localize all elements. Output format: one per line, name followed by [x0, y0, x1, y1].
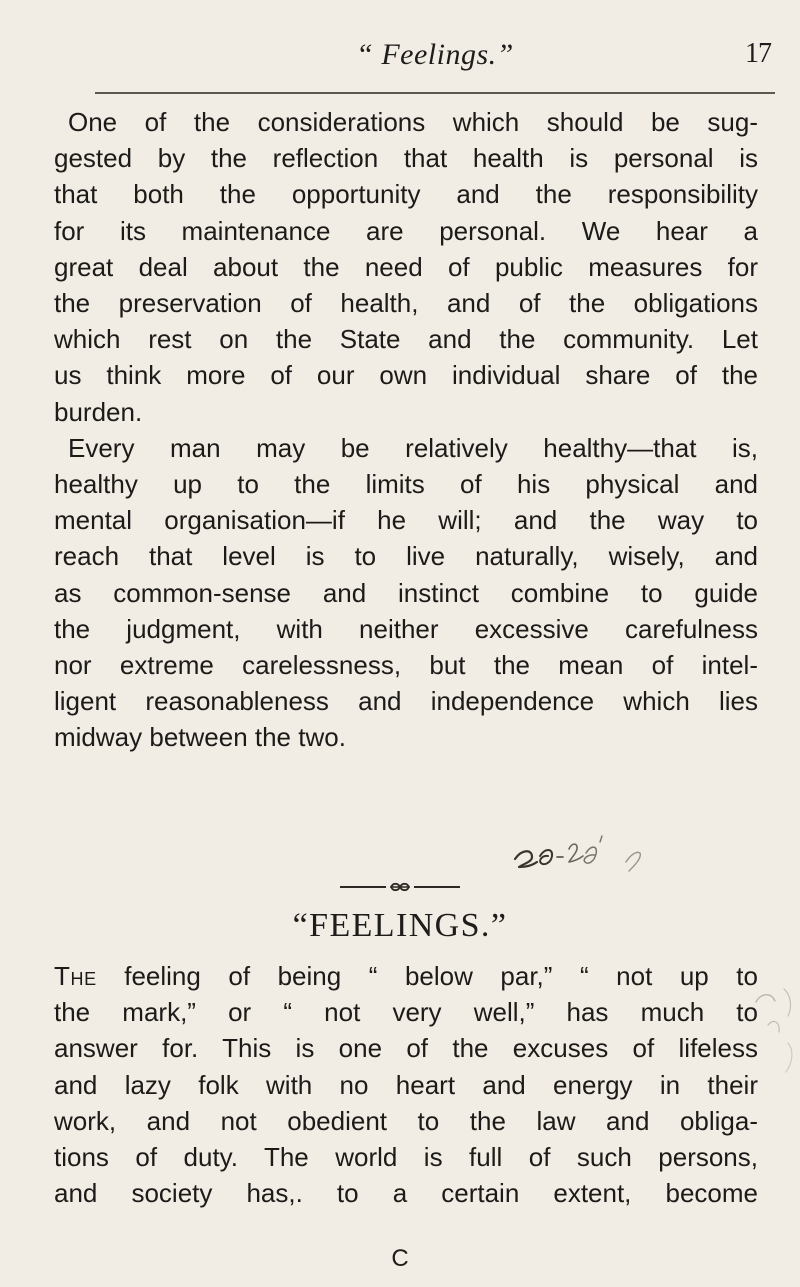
paragraph-line-11: healthy up to the limits of his physical and — [54, 469, 758, 500]
main-paragraphs — [54, 104, 758, 756]
paragraph-line-5: great deal about the need of public measures for — [54, 251, 758, 282]
pencil-scribble-icon — [508, 818, 646, 878]
feelings-line-1 — [54, 958, 758, 994]
divider-right-line — [414, 886, 460, 888]
feelings-line-1-rest: feeling of being “ below par,” “ not up to — [96, 961, 758, 991]
paragraph-line-18: midway between the two. — [54, 722, 346, 753]
running-head — [95, 6, 775, 82]
header-rule — [95, 92, 775, 94]
section-divider — [340, 880, 460, 894]
paragraph-line-3: that both the opportunity and the responsibility — [54, 179, 758, 210]
paragraph-line-14: as common-sense and instinct combine to guide — [54, 577, 758, 608]
section-title: “FEELINGS.” — [292, 907, 508, 944]
signature-mark: C — [391, 1245, 409, 1272]
running-title: “ Feelings.” — [356, 38, 514, 71]
paragraph-line-13: reach that level is to live naturally, wisely, and — [54, 541, 758, 572]
feelings-line-5: work, and not obedient to the law and obliga- — [54, 1105, 758, 1136]
paragraph-line-10: Every man may be relatively healthy—that is, — [68, 432, 758, 463]
divider-left-line — [340, 886, 386, 888]
paragraph-line-6: the preservation of health, and of the obligations — [54, 288, 758, 319]
paragraph-line-7: which rest on the State and the community. Let — [54, 324, 758, 355]
page-number: 17 — [745, 38, 771, 69]
paragraph-line-8: us think more of our own individual share of the — [54, 360, 758, 391]
feelings-line-4: and lazy folk with no heart and energy in their — [54, 1069, 758, 1100]
feelings-line-3: answer for. This is one of the excuses of lifeless — [54, 1033, 758, 1064]
paragraph-line-17: ligent reasonableness and independence which lies — [54, 686, 758, 717]
paragraph-line-1: One of the considerations which should be sug- — [68, 107, 758, 137]
paragraph-line-9: burden. — [54, 396, 143, 427]
paragraph-line-2: gested by the reflection that health is personal is — [54, 143, 758, 174]
paragraph-line-12: mental organisation—if he will; and the way to — [54, 505, 758, 536]
feelings-paragraph — [54, 958, 758, 1211]
divider-ornament-icon — [390, 882, 410, 892]
feelings-line-7: and society has,. to a certain extent, become — [54, 1178, 758, 1209]
feelings-line-6: tions of duty. The world is full of such persons, — [54, 1142, 758, 1173]
feelings-line-2: the mark,” or “ not very well,” has much to — [54, 997, 758, 1028]
paragraph-line-16: nor extreme carelessness, but the mean of intel- — [54, 650, 758, 681]
drop-word: The — [54, 961, 97, 991]
faint-margin-mark — [744, 958, 800, 1078]
paragraph-line-15: the judgment, with neither excessive carefulness — [54, 613, 758, 644]
paragraph-line-4: for its maintenance are personal. We hear a — [54, 215, 758, 246]
